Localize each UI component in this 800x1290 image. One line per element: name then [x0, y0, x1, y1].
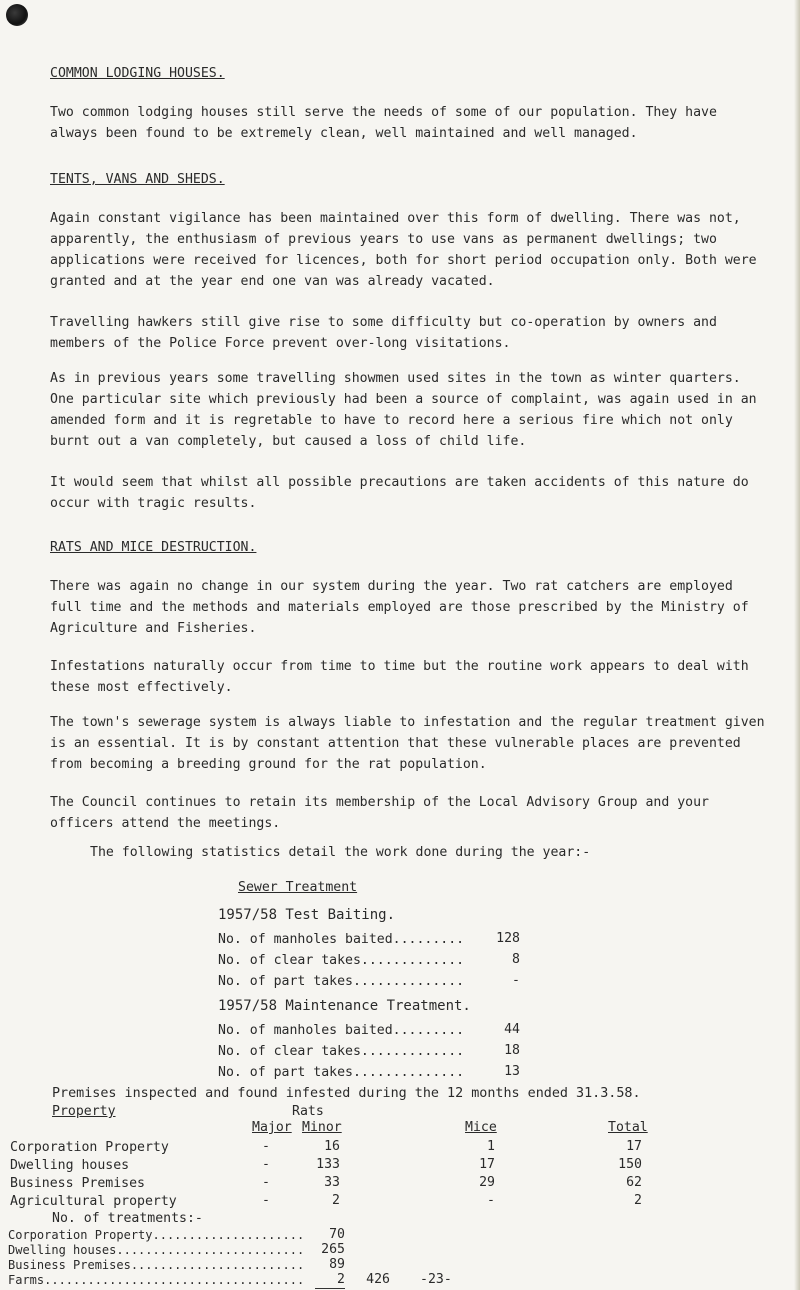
treatments-total: 426 [366, 1272, 390, 1287]
premises-row-minor: 2 [332, 1193, 340, 1208]
col-minor: Minor [302, 1120, 342, 1135]
treatment-row-value: 265 [321, 1242, 345, 1257]
page-number: -23- [420, 1272, 452, 1287]
treatment-row: Dwelling houses.......................... [8, 1243, 305, 1257]
paragraph-sewerage: The town's sewerage system is always liable to infestation and the regular treatment given is an essential. It is by constant attention that these vulnerable places are prevented from becoming a breeding ground for the rat population. [50, 715, 765, 772]
premises-row-name: Dwelling houses [10, 1158, 130, 1173]
treatment-row-value: 70 [329, 1227, 345, 1242]
paragraph-lodging: Two common lodging houses still serve the needs of some of our population. They have always been found to be extremely clean, well maintained and well managed. [50, 105, 717, 141]
premises-row-total: 2 [634, 1193, 642, 1208]
heading-common-lodging-houses: COMMON LODGING HOUSES. [50, 66, 225, 81]
premises-row-name: Agricultural property [10, 1194, 177, 1209]
premises-row-total: 150 [618, 1157, 642, 1172]
paragraph-infestations: Infestations naturally occur from time to time but the routine work appears to deal with these most effectively. [50, 659, 749, 695]
treatment-row: Business Premises........................ [8, 1258, 305, 1272]
test-row: No. of clear takes............. [218, 953, 465, 968]
test-row: No. of part takes.............. [218, 974, 465, 989]
col-major: Major [252, 1120, 292, 1135]
paragraph-accidents: It would seem that whilst all possible precautions are taken accidents of this nature do occur with tragic results. [50, 475, 749, 511]
maint-row: No. of clear takes............. [218, 1044, 465, 1059]
treatment-row: Farms.................................... [8, 1273, 305, 1287]
premises-row-mice: 29 [479, 1175, 495, 1190]
premises-row-minor: 16 [324, 1139, 340, 1154]
premises-row-total: 62 [626, 1175, 642, 1190]
paragraph-system: There was again no change in our system during the year. Two rat catchers are employed full time and the methods and materials employed are those prescribed by the Ministry of Agriculture and Fisheries. [50, 579, 749, 636]
premises-intro: Premises inspected and found infested during the 12 months ended 31.3.58. [52, 1086, 641, 1101]
col-property: Property [52, 1104, 116, 1119]
premises-row-major: - [262, 1193, 270, 1208]
total-rule [315, 1288, 345, 1289]
page-edge [794, 0, 800, 1290]
paragraph-statistics-intro: The following statistics detail the work done during the year:- [90, 845, 591, 860]
premises-row-minor: 33 [324, 1175, 340, 1190]
col-mice: Mice [465, 1120, 497, 1135]
premises-row-mice: 17 [479, 1157, 495, 1172]
col-total: Total [608, 1120, 648, 1135]
treatments-heading: No. of treatments:- [52, 1211, 203, 1226]
maint-row: No. of manholes baited......... [218, 1023, 465, 1038]
maint-row-value: 13 [504, 1064, 520, 1079]
heading-tents-vans-sheds: TENTS, VANS AND SHEDS. [50, 172, 225, 187]
paragraph-council: The Council continues to retain its membership of the Local Advisory Group and your officers attend the meetings. [50, 795, 709, 831]
treatment-row-value: 2 [337, 1272, 345, 1287]
paragraph-hawkers: Travelling hawkers still give rise to some difficulty but co-operation by owners and members of the Police Force prevent over-long visitations. [50, 315, 717, 351]
maintenance-heading: 1957/58 Maintenance Treatment. [218, 998, 471, 1014]
heading-rats-mice: RATS AND MICE DESTRUCTION. [50, 540, 257, 555]
maint-row-value: 18 [504, 1043, 520, 1058]
sewer-treatment-title: Sewer Treatment [238, 880, 358, 895]
premises-row-total: 17 [626, 1139, 642, 1154]
premises-row-mice: - [487, 1193, 495, 1208]
premises-row-mice: 1 [487, 1139, 495, 1154]
premises-row-name: Business Premises [10, 1176, 145, 1191]
premises-row-name: Corporation Property [10, 1140, 169, 1155]
premises-row-minor: 133 [316, 1157, 340, 1172]
treatment-row: Corporation Property..................... [8, 1228, 305, 1242]
punch-hole-icon [6, 4, 28, 26]
premises-row-major: - [262, 1175, 270, 1190]
paragraph-showmen: As in previous years some travelling showmen used sites in the town as winter quarters. One particular site which previously had been a source of complaint, was again used in an amended form and it is regretable to have to record here a serious fire which not only burnt out a van completely, but caused a loss of child life. [50, 371, 757, 449]
test-row: No. of manholes baited......... [218, 932, 465, 947]
maint-row-value: 44 [504, 1022, 520, 1037]
test-row-value: - [512, 973, 520, 988]
treatment-row-value: 89 [329, 1257, 345, 1272]
maint-row: No. of part takes.............. [218, 1065, 465, 1080]
test-row-value: 8 [512, 952, 520, 967]
test-baiting-heading: 1957/58 Test Baiting. [218, 907, 396, 923]
premises-row-major: - [262, 1139, 270, 1154]
col-rats: Rats [292, 1104, 324, 1119]
test-row-value: 128 [496, 931, 520, 946]
premises-row-major: - [262, 1157, 270, 1172]
paragraph-vans: Again constant vigilance has been maintained over this form of dwelling. There was not, apparently, the enthusiasm of previous years to use vans as permanent dwellings; two applications were received for licences, both for short period occupation only. Both were granted and at the year end one van was already vacated. [50, 211, 757, 289]
